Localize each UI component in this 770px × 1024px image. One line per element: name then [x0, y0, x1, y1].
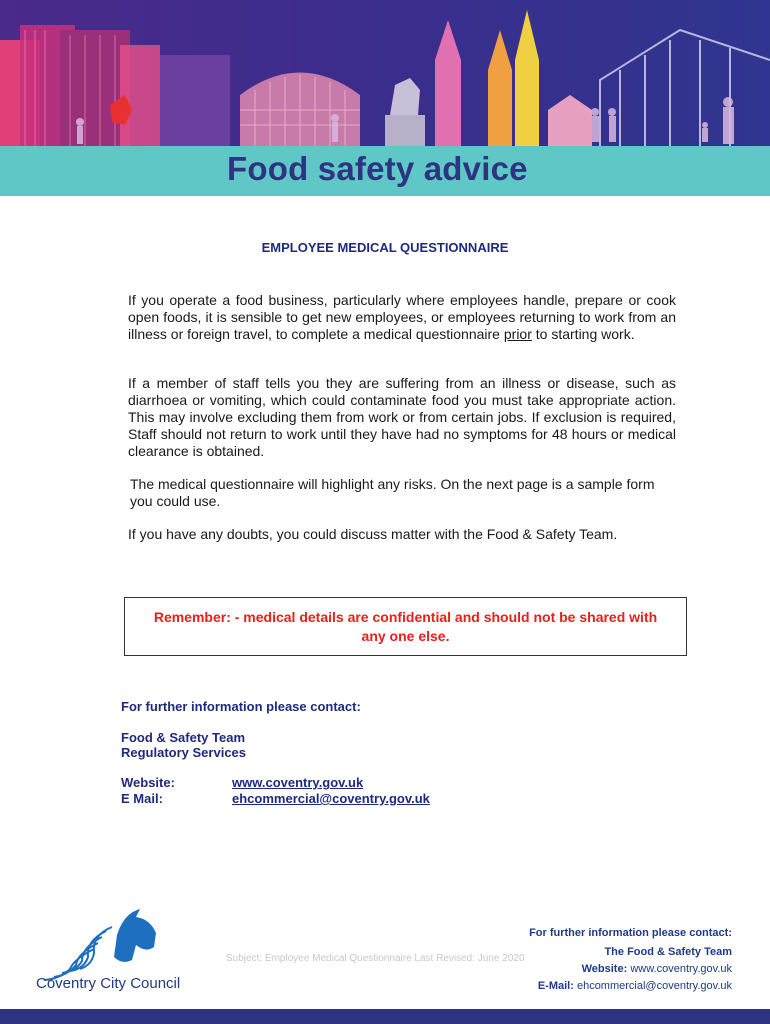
- email-link[interactable]: ehcommercial@coventry.gov.uk: [232, 791, 430, 806]
- illness-paragraph: If a member of staff tells you they are suffering from an illness or disease, such as diarrhoea or vomiting, which could contaminate food you must take appropriate action. This may involve excluding them from work or from certain jobs. If exclusion is required, Staff should not return to work until they have had no symptoms for 48 hours or medical clearance is obtained.: [128, 375, 676, 459]
- footer-contact-heading: For further information please contact:: [529, 927, 732, 939]
- bottom-bar: [0, 1009, 770, 1024]
- document-heading: EMPLOYEE MEDICAL QUESTIONNAIRE: [261, 240, 509, 255]
- email-row: [121, 791, 481, 807]
- footer-email[interactable]: ehcommercial@coventry.gov.uk: [576, 980, 732, 992]
- questionnaire-paragraph: The medical questionnaire will highlight any risks. On the next page is a sample form you could use.: [130, 476, 655, 509]
- website-label: Website:: [121, 775, 175, 790]
- intro-paragraph: [128, 292, 676, 343]
- city-skyline-illustration: [0, 0, 770, 146]
- footer-website[interactable]: www.coventry.gov.uk: [630, 963, 732, 975]
- remember-notice-text: Remember: - medical details are confidential and should not be shared with any one else.: [153, 608, 658, 644]
- doubts-paragraph: If you have any doubts, you could discuss matter with the Food & Safety Team.: [128, 526, 618, 542]
- footer-website-label: Website:: [581, 963, 628, 975]
- footer-email-row: [529, 978, 732, 995]
- footer-email-label: E-Mail:: [537, 980, 574, 992]
- footer-team: The Food & Safety Team: [604, 946, 732, 958]
- intro-text-end: to starting work.: [531, 326, 635, 342]
- footer-document-meta: Subject: Employee Medical Questionnaire Last Revised: June 2020: [226, 953, 525, 964]
- underlined-word: prior: [503, 326, 532, 342]
- contact-department: Regulatory Services: [121, 745, 247, 760]
- contact-team: Food & Safety Team: [121, 730, 246, 745]
- website-row: [121, 775, 481, 791]
- footer-contact-block: [529, 925, 732, 995]
- email-label: E Mail:: [121, 791, 163, 806]
- footer-website-row: [529, 961, 732, 978]
- intro-text: If you operate a food business, particularly where employees handle, prepare or cook open foods, it is sensible to get new employees, or employees returning to work from an illness or foreign travel, to complete a medical questionnaire: [128, 292, 676, 342]
- page-title: Food safety advice: [227, 150, 528, 187]
- title-band: [0, 146, 770, 196]
- contact-heading: For further information please contact:: [121, 699, 361, 714]
- website-link[interactable]: www.coventry.gov.uk: [232, 775, 364, 790]
- remember-notice-box: [124, 597, 687, 656]
- council-logo-text: Coventry City Council: [36, 975, 181, 992]
